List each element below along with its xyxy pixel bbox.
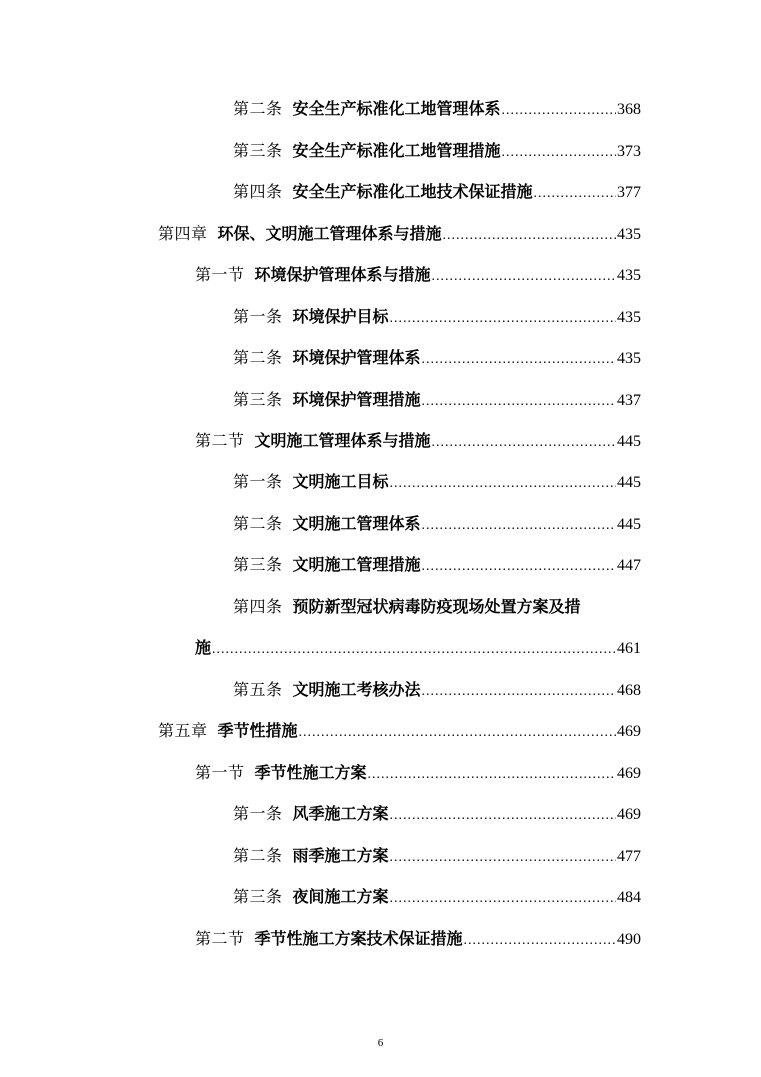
toc-entry[interactable] — [233, 345, 641, 371]
toc-leader-dots — [368, 762, 616, 788]
toc-leader-dots — [432, 430, 616, 456]
toc-entry-number: 第一节 — [195, 763, 245, 782]
toc-leader-dots — [212, 637, 616, 663]
toc-entry[interactable] — [233, 138, 641, 164]
toc-entry-title-continued: 施 — [195, 638, 212, 657]
toc-entry-title: 环境保护管理体系与措施 — [254, 265, 431, 284]
toc-entry-title: 雨季施工方案 — [292, 846, 389, 865]
toc-entry-page: 435 — [617, 350, 641, 367]
toc-entry-title: 风季施工方案 — [292, 804, 389, 823]
toc-entry-number: 第二节 — [195, 929, 245, 948]
toc-leader-dots — [422, 554, 616, 580]
toc-entry[interactable] — [233, 677, 641, 703]
toc-entry-title: 文明施工管理体系与措施 — [254, 431, 431, 450]
toc-entry-number: 第三条 — [233, 887, 283, 906]
toc-entry-page: 445 — [617, 474, 641, 491]
toc-leader-dots — [443, 223, 616, 249]
toc-entry-page: 477 — [617, 848, 641, 865]
toc-entry-title: 季节性施工方案 — [254, 763, 367, 782]
toc-entry-page: 377 — [617, 184, 641, 201]
toc-entry[interactable] — [233, 469, 641, 495]
toc-entry-page: 368 — [617, 101, 641, 118]
toc-leader-dots — [422, 389, 616, 415]
toc-leader-dots — [390, 845, 616, 871]
toc-entry-page: 445 — [617, 433, 641, 450]
toc-entry-number: 第五章 — [158, 721, 208, 740]
toc-entry-title: 季节性施工方案技术保证措施 — [254, 929, 463, 948]
toc-entry-continuation[interactable] — [195, 635, 641, 661]
toc-entry-page: 490 — [617, 931, 641, 948]
toc-entry-title: 环境保护管理措施 — [292, 390, 421, 409]
toc-entry[interactable] — [195, 760, 641, 786]
toc-entry-number: 第三条 — [233, 390, 283, 409]
toc-entry[interactable] — [195, 428, 641, 454]
toc-leader-dots — [390, 471, 616, 497]
toc-leader-dots — [390, 803, 616, 829]
toc-entry[interactable] — [233, 511, 641, 537]
toc-entry-page: 447 — [617, 557, 641, 574]
toc-leader-dots — [390, 306, 616, 332]
toc-entry[interactable] — [233, 304, 641, 330]
toc-entry-title: 环境保护目标 — [292, 307, 389, 326]
toc-entry-page: 445 — [617, 516, 641, 533]
toc-leader-dots — [502, 98, 616, 124]
toc-leader-dots — [422, 347, 616, 373]
toc-leader-dots — [299, 720, 616, 746]
toc-entry-page: 469 — [617, 765, 641, 782]
toc-entry-title: 环保、文明施工管理体系与措施 — [217, 224, 442, 243]
toc-entry-title: 安全生产标准化工地技术保证措施 — [292, 182, 533, 201]
toc-entry[interactable] — [233, 594, 641, 620]
toc-entry-page: 469 — [617, 723, 641, 740]
toc-entry-number: 第三条 — [233, 555, 283, 574]
toc-entry-title: 环境保护管理体系 — [292, 348, 421, 367]
toc-entry[interactable] — [233, 96, 641, 122]
toc-entry-page: 461 — [617, 640, 641, 657]
toc-leader-dots — [432, 264, 616, 290]
toc-entry-title: 文明施工管理措施 — [292, 555, 421, 574]
toc-entry-title: 安全生产标准化工地管理措施 — [292, 141, 501, 160]
page-number: 6 — [377, 1037, 384, 1049]
toc-entry-number: 第四条 — [233, 182, 283, 201]
toc-leader-dots — [390, 886, 616, 912]
toc-leader-dots — [502, 140, 616, 166]
toc-entry[interactable] — [195, 926, 641, 952]
toc-entry-number: 第四章 — [158, 224, 208, 243]
toc-entry-number: 第一条 — [233, 472, 283, 491]
toc-entry-number: 第二条 — [233, 846, 283, 865]
toc-entry-number: 第一条 — [233, 307, 283, 326]
toc-entry-number: 第二条 — [233, 99, 283, 118]
toc-entry-title: 季节性措施 — [217, 721, 298, 740]
toc-entry-page: 469 — [617, 806, 641, 823]
toc-entry-number: 第三条 — [233, 141, 283, 160]
toc-entry[interactable] — [233, 387, 641, 413]
toc-entry[interactable] — [158, 221, 641, 247]
toc-entry-page: 468 — [617, 682, 641, 699]
toc-entry-number: 第一节 — [195, 265, 245, 284]
toc-entry[interactable] — [233, 801, 641, 827]
toc-entry[interactable] — [195, 262, 641, 288]
toc-entry-number: 第二条 — [233, 514, 283, 533]
toc-entry-page: 435 — [617, 267, 641, 284]
toc-entry-title: 预防新型冠状病毒防疫现场处置方案及措 — [292, 597, 581, 616]
toc-entry[interactable] — [233, 552, 641, 578]
toc-entry-number: 第四条 — [233, 597, 283, 616]
toc-entry[interactable] — [233, 884, 641, 910]
toc-leader-dots — [464, 928, 616, 954]
toc-entry-page: 435 — [617, 226, 641, 243]
toc-entry-title: 文明施工目标 — [292, 472, 389, 491]
toc-entry-page: 373 — [617, 143, 641, 160]
toc-entry-title: 文明施工管理体系 — [292, 514, 421, 533]
toc-entry-number: 第五条 — [233, 680, 283, 699]
toc-leader-dots — [422, 513, 616, 539]
toc-entry-page: 484 — [617, 889, 641, 906]
toc-entry[interactable] — [233, 843, 641, 869]
toc-entry-title: 安全生产标准化工地管理体系 — [292, 99, 501, 118]
toc-entry-page: 435 — [617, 309, 641, 326]
toc-leader-dots — [534, 181, 616, 207]
toc-entry[interactable] — [233, 179, 641, 205]
toc-entry-page: 437 — [617, 392, 641, 409]
toc-leader-dots — [422, 679, 616, 705]
toc-entry-number: 第二节 — [195, 431, 245, 450]
toc-entry-number: 第一条 — [233, 804, 283, 823]
toc-entry-title: 夜间施工方案 — [292, 887, 389, 906]
toc-entry-number: 第二条 — [233, 348, 283, 367]
toc-entry[interactable] — [158, 718, 641, 744]
toc-entry-title: 文明施工考核办法 — [292, 680, 421, 699]
